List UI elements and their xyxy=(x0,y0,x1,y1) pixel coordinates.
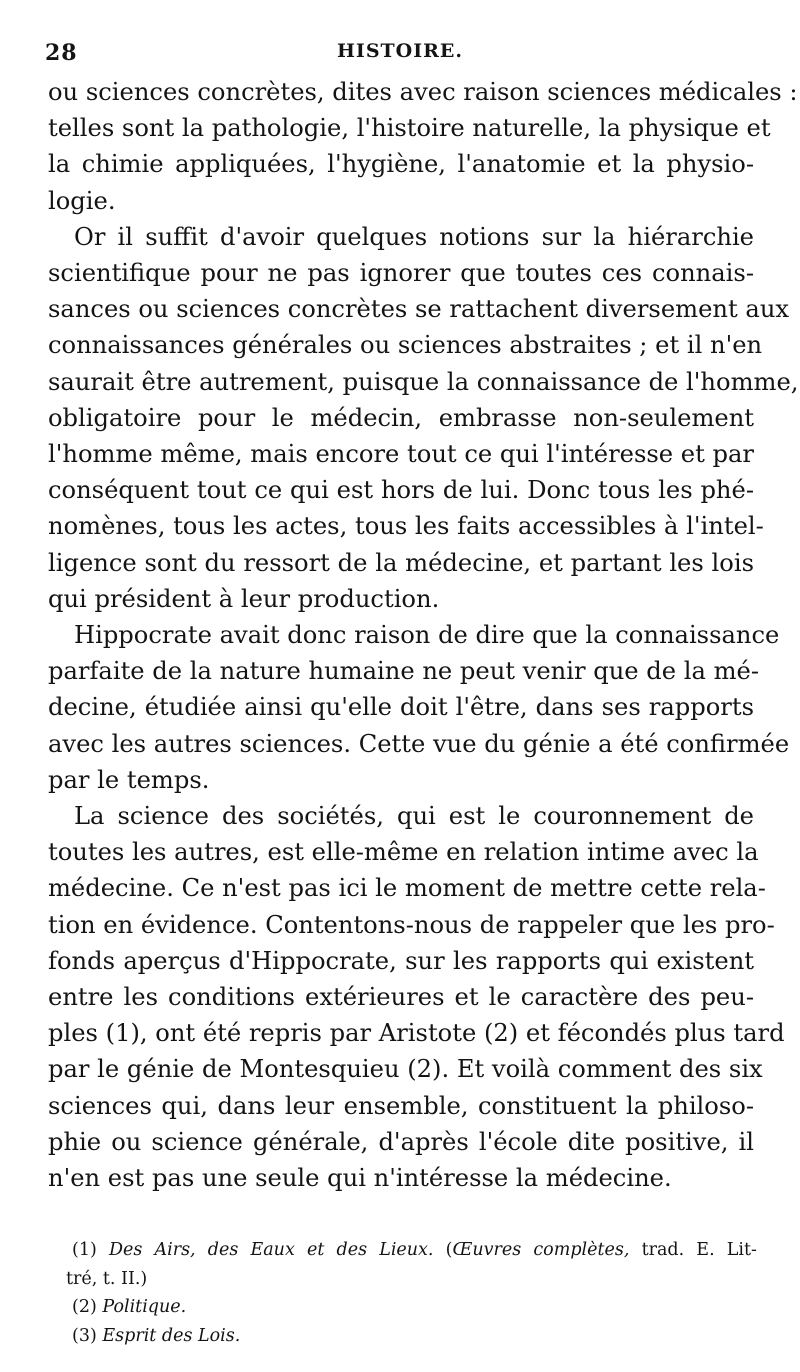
footnote-title: Politique. xyxy=(102,1297,187,1318)
footnote-2 xyxy=(72,1293,757,1322)
footnote-1 xyxy=(72,1236,757,1265)
text-line: sciences qui, dans leur ensemble, constituent la philoso- xyxy=(48,1091,754,1120)
text-line: connaissances générales ou sciences abstraites ; et il n'en xyxy=(48,331,763,360)
text-line: phie ou science générale, d'après l'école dite positive, il xyxy=(48,1127,754,1156)
body-text xyxy=(48,74,799,1196)
text-line: entre les conditions extérieures et le caractère des peu- xyxy=(48,983,754,1012)
page-number: 28 xyxy=(45,40,78,66)
footnotes xyxy=(66,1236,757,1350)
footnote-1-continuation: tré, t. II.) xyxy=(66,1268,148,1289)
text-line: sances ou sciences concrètes se rattachent diversement aux xyxy=(48,295,790,324)
text-line: Hippocrate avait donc raison de dire que la connaissance xyxy=(74,621,780,650)
text-line: saurait être autrement, puisque la connaissance de l'homme, xyxy=(48,367,799,396)
text-line: n'en est pas une seule qui n'intéresse la médecine. xyxy=(48,1164,672,1193)
footnote-text: trad. E. Lit- xyxy=(641,1240,757,1260)
text-line: ligence sont du ressort de la médecine, et partant les lois xyxy=(48,548,754,577)
text-line: tion en évidence. Contentons-nous de rappeler que les pro- xyxy=(48,910,775,939)
footnote-marker: (1) xyxy=(72,1240,97,1260)
text-line: parfaite de la nature humaine ne peut venir que de la mé- xyxy=(48,657,760,686)
text-line: qui président à leur production. xyxy=(48,584,440,613)
text-line: Or il suffit d'avoir quelques notions sur la hiérarchie xyxy=(74,222,754,251)
footnote-title: Esprit des Lois. xyxy=(102,1325,241,1346)
footnote-title: Des Airs, des Eaux et des Lieux. xyxy=(108,1240,434,1260)
footnote-3 xyxy=(72,1322,757,1351)
footnote-marker: (3) xyxy=(72,1325,97,1346)
text-line: fonds aperçus d'Hippocrate, sur les rapports qui existent xyxy=(48,946,754,975)
text-line: toutes les autres, est elle-même en relation intime avec la xyxy=(48,838,759,867)
text-line: par le temps. xyxy=(48,765,210,794)
text-line: nomènes, tous les actes, tous les faits accessibles à l'intel- xyxy=(48,512,764,541)
text-line: ples (1), ont été repris par Aristote (2) et fécondés plus tard xyxy=(48,1019,785,1048)
text-line: avec les autres sciences. Cette vue du génie a été confirmée xyxy=(48,729,790,758)
text-line: conséquent tout ce qui est hors de lui. Donc tous les phé- xyxy=(48,476,754,505)
text-line: médecine. Ce n'est pas ici le moment de mettre cette rela- xyxy=(48,874,766,903)
text-line: par le génie de Montesquieu (2). Et voilà comment des six xyxy=(48,1055,763,1084)
text-line: decine, étudiée ainsi qu'elle doit l'être, dans ses rapports xyxy=(48,693,754,722)
footnote-works: Œuvres complètes, xyxy=(452,1240,630,1260)
text-line: logie. xyxy=(48,186,116,215)
text-line: obligatoire pour le médecin, embrasse non-seulement xyxy=(48,403,754,432)
page-header xyxy=(45,40,755,70)
footnote-paren: ( xyxy=(445,1240,453,1260)
footnote-marker: (2) xyxy=(72,1297,97,1318)
text-line: scientifique pour ne pas ignorer que toutes ces connais- xyxy=(48,259,754,288)
running-title: HISTOIRE. xyxy=(336,40,464,62)
text-line: l'homme même, mais encore tout ce qui l'intéresse et par xyxy=(48,440,754,469)
text-line: La science des sociétés, qui est le couronnement de xyxy=(74,802,754,831)
text-line: ou sciences concrètes, dites avec raison sciences médicales : xyxy=(48,78,798,106)
text-line: la chimie appliquées, l'hygiène, l'anatomie et la physio- xyxy=(48,150,754,179)
text-line: telles sont la pathologie, l'histoire naturelle, la physique et xyxy=(48,114,771,143)
